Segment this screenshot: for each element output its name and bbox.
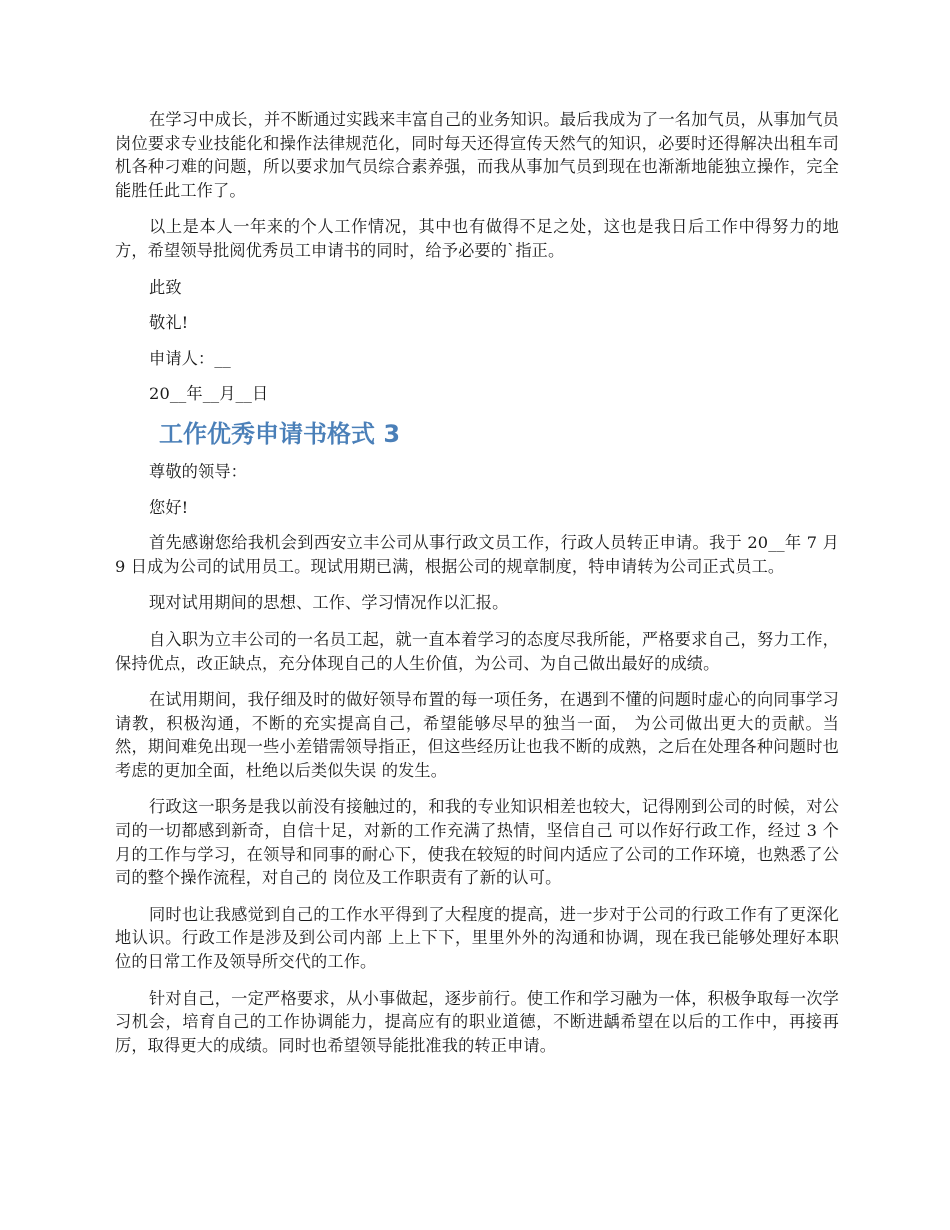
body-paragraph: 在学习中成长，并不断通过实践来丰富自己的业务知识。最后我成为了一名加气员，从事加气员岗位要求专业技能化和操作法律规范化，同时每天还得宣传天然气的知识，必要时还得解决出租车司机各种刁难的问题，所以要求加气员综合素养强，而我从事加气员到现在也渐渐地能独立操作，完全能胜任此工作了。 [115,110,839,200]
document-page [115,108,839,1070]
date-line: 20__年__月__日 [149,384,269,404]
body-paragraph: 行政这一职务是我以前没有接触过的，和我的专业知识相差也较大，记得刚到公司的时候，对公司的一切都感到新奇，自信十足，对新的工作充满了热情，坚信自己 可以作好行政工作，经过 3 个月的工作与学习，在领导和同事的耐心下，使我在较短的时间内适应了公司的工作环境，也熟悉了公司的整个操作流程，对自己的 岗位及工作职责有了新的认可。 [115,797,839,888]
closing-line: 此致 [149,277,182,297]
body-paragraph: 以上是本人一年来的个人工作情况，其中也有做得不足之处，这也是我日后工作中得努力的地方，希望领导批阅优秀员工申请书的同时，给予必要的`指正。 [115,217,839,260]
closing-regards: 敬礼! [149,313,189,333]
greeting: 您好! [149,497,189,517]
body-paragraph: 现对试用期间的思想、工作、学习情况作以汇报。 [149,593,509,613]
section-title: 工作优秀申请书格式 3 [159,419,401,448]
body-paragraph: 自入职为立丰公司的一名员工起，就一直本着学习的态度尽我所能，严格要求自己，努力工作，保持优点，改正缺点，充分体现自己的人生价值，为公司、为自己做出最好的成绩。 [115,629,839,673]
body-paragraph: 针对自己，一定严格要求，从小事做起，逐步前行。使工作和学习融为一体，积极争取每一次学习机会，培育自己的工作协调能力，提高应有的职业道德，不断进龋希望在以后的工作中，再接再厉，取得更大的成绩。同时也希望领导能批准我的转正申请。 [115,988,839,1055]
body-paragraph: 同时也让我感觉到自己的工作水平得到了大程度的提高，进一步对于公司的行政工作有了更深化地认识。行政工作是涉及到公司内部 上上下下，里里外外的沟通和协调，现在我已能够处理好本职位的日常工作及领导所交代的工作。 [115,904,839,972]
applicant-line: 申请人：__ [149,348,231,368]
salutation: 尊敬的领导： [149,461,248,481]
body-paragraph: 在试用期间，我仔细及时的做好领导布置的每一项任务，在遇到不懂的问题时虚心的向同事学习请教，积极沟通，不断的充实提高自己，希望能够尽早的独当一面， 为公司做出更大的贡献。当然，期间难免出现一些小差错需领导指正，但这些经历让也我不断的成熟，之后在处理各种问题时也考虑的更加全面，杜绝以后类似失误 的发生。 [115,690,839,780]
body-paragraph: 首先感谢您给我机会到西安立丰公司从事行政文员工作，行政人员转正申请。我于 20__年 7 月 9 日成为公司的试用员工。现试用期已满，根据公司的规章制度，特申请转为公司正式员工。 [115,533,839,576]
